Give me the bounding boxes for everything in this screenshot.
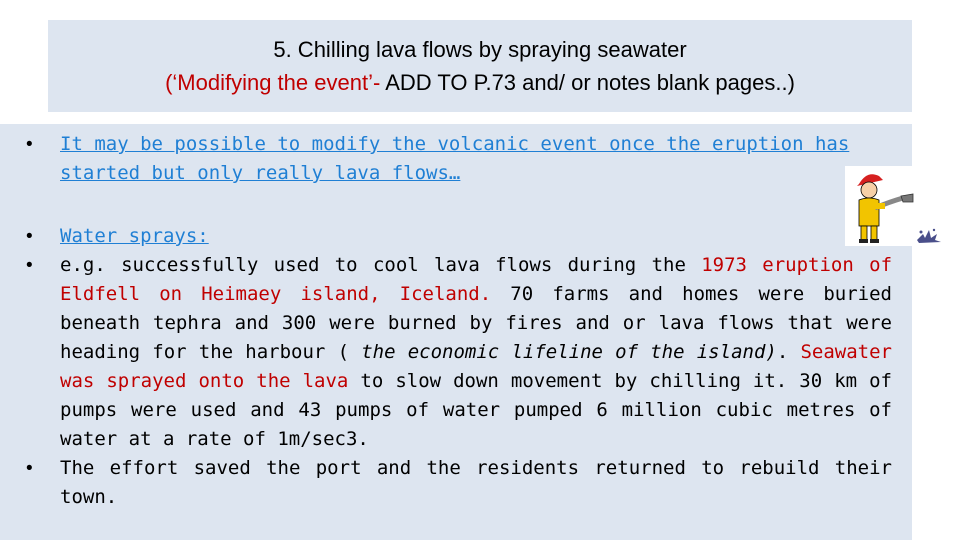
- bullet-dot: •: [26, 134, 33, 155]
- bullet-3-text-d: to slow down movement by chilling it. 30 km of pumps were used and 43 pumps of water pumped 6 million cubic metres of water at a rate of 1m/sec3.: [60, 370, 892, 450]
- bullet-4-text: The effort saved the port and the residents returned to rebuild their town.: [60, 457, 892, 508]
- bullet-3-text-a: e.g. successfully used to cool lava flows during the: [60, 254, 702, 276]
- bullet-3-text-b: 70 farms and homes were buried beneath tephra and 300 were burned by fires and or lava flows that were heading for the harbour (: [60, 283, 892, 363]
- bullet-3-red-2: Seawater was sprayed onto the lava: [60, 341, 892, 392]
- bullet-3: [26, 251, 892, 454]
- bullet-list: [26, 130, 892, 512]
- bullet-3-italic: the economic lifeline of the island): [361, 341, 777, 363]
- title-line-2-red: (‘Modifying the event’-: [165, 70, 381, 95]
- bullet-1-text: It may be possible to modify the volcanic event once the eruption has started but only really lava flows…: [60, 133, 850, 184]
- title-line-1: 5. Chilling lava flows by spraying seawater: [273, 37, 687, 62]
- bullet-dot: •: [26, 255, 33, 276]
- bullet-2: [26, 222, 892, 251]
- bullet-3-text-c: .: [776, 341, 801, 363]
- bullet-2-text: Water sprays:: [60, 225, 209, 247]
- title-line-2: [165, 66, 795, 99]
- water-splash-icon: [915, 226, 941, 246]
- bullet-dot: •: [26, 458, 33, 479]
- bullet-3-red-1: 1973 eruption of Eldfell on Heimaey island, Iceland.: [60, 254, 893, 305]
- title-box: [48, 20, 912, 112]
- firefighter-hose-icon: [845, 166, 915, 246]
- title-line-2-rest: ADD TO P.73 and/ or notes blank pages..): [380, 70, 795, 95]
- bullet-dot: •: [26, 226, 33, 247]
- bullet-4: [26, 454, 892, 512]
- bullet-1: [26, 130, 892, 188]
